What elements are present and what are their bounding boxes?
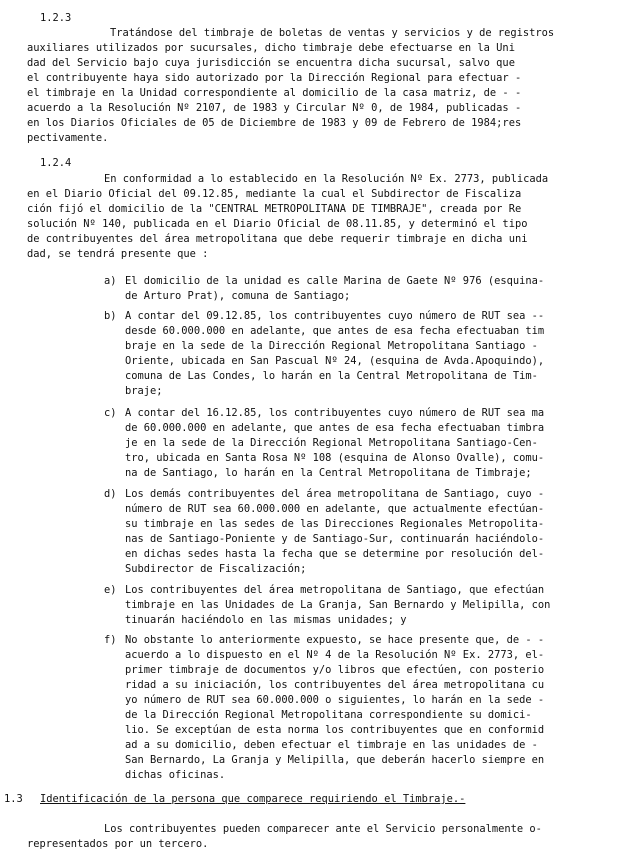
- list-item-line: primer timbraje de documentos y/o libros que efectúen, con posterio: [125, 664, 545, 676]
- list-item-line: lio. Se exceptúan de esta norma los contribuyentes que en conformid: [125, 724, 545, 736]
- list-item-line: El domicilio de la unidad es calle Marina de Gaete Nº 976 (esquina-: [125, 275, 545, 287]
- list-item-label: b): [104, 310, 117, 322]
- list-item-line: A contar del 16.12.85, los contribuyentes cuyo número de RUT sea ma: [125, 407, 545, 419]
- paragraph-1-2-3-line: el timbraje en la Unidad correspondiente al domicilio de la casa matriz, de - -: [27, 87, 522, 99]
- paragraph-1-2-3-line: el contribuyente haya sido autorizado por la Dirección Regional para efectuar -: [27, 72, 522, 84]
- list-item-line: comuna de Las Condes, lo harán en la Central Metropolitana de Tim-: [125, 370, 538, 382]
- list-item-line: ad a su domicilio, deben efectuar el timbraje en las unidades de -: [125, 739, 538, 751]
- list-item-line: na de Santiago, lo harán en la Central Metropolitana de Timbraje;: [125, 467, 532, 479]
- list-item-label: f): [104, 634, 117, 646]
- list-item-label: a): [104, 275, 117, 287]
- list-item-line: braje en la sede de la Dirección Regional Metropolitana Santiago -: [125, 340, 538, 352]
- list-item-line: tinuarán haciéndolo en las mismas unidades; y: [125, 614, 407, 626]
- paragraph-1-2-3-line: acuerdo a la Resolución Nº 2107, de 1983 y Circular Nº 0, de 1984, publicadas -: [27, 102, 522, 114]
- list-item-line: A contar del 09.12.85, los contribuyentes cuyo número de RUT sea --: [125, 310, 545, 322]
- list-item-line: ridad a su iniciación, los contribuyentes del área metropolitana cu: [125, 679, 545, 691]
- paragraph-1-2-3-line: Tratándose del timbraje de boletas de ventas y servicios y de registros: [110, 27, 555, 39]
- list-item-label: c): [104, 407, 117, 419]
- list-item-line: San Bernardo, La Granja y Melipilla, que deberán hacerlo siempre en: [125, 754, 545, 766]
- list-item-line: timbraje en las Unidades de La Granja, San Bernardo y Melipilla, con: [125, 599, 551, 611]
- section-title-1-3: Identificación de la persona que comparece requiriendo el Timbraje.-: [40, 793, 466, 805]
- list-item-line: nas de Santiago-Poniente y de Santiago-Sur, continuarán haciéndolo-: [125, 533, 545, 545]
- paragraph-1-2-4-line: En conformidad a lo establecido en la Resolución Nº Ex. 2773, publicada: [104, 173, 549, 185]
- list-item-line: número de RUT sea 60.000.000 en adelante, que actualmente efectúan-: [125, 503, 545, 515]
- paragraph-1-2-3-line: pectivamente.: [27, 132, 109, 144]
- list-item-line: tro, ubicada en Santa Rosa Nº 108 (esquina de Alonso Ovalle), comu-: [125, 452, 545, 464]
- list-item-label: e): [104, 584, 117, 596]
- list-item-line: No obstante lo anteriormente expuesto, se hace presente que, de - -: [125, 634, 545, 646]
- paragraph-1-2-3-line: en los Diarios Oficiales de 05 de Diciembre de 1983 y 09 de Febrero de 1984;res: [27, 117, 522, 129]
- list-item-line: acuerdo a lo dispuesto en el Nº 4 de la Resolución Nº Ex. 2773, el-: [125, 649, 545, 661]
- list-item-line: de Arturo Prat), comuna de Santiago;: [125, 290, 351, 302]
- list-item-line: dichas oficinas.: [125, 769, 226, 781]
- paragraph-1-2-3-line: dad del Servicio bajo cuya jurisdicción se encuentra dicha sucursal, salvo que: [27, 57, 515, 69]
- list-item-line: Los contribuyentes del área metropolitana de Santiago, que efectúan: [125, 584, 545, 596]
- list-item-line: yo número de RUT sea 60.000.000 o siguientes, lo harán en la sede -: [125, 694, 545, 706]
- paragraph-1-2-4-line: en el Diario Oficial del 09.12.85, mediante la cual el Subdirector de Fiscaliza: [27, 188, 522, 200]
- section-number-1-2-3: 1.2.3: [40, 12, 72, 24]
- list-item-line: su timbraje en las sedes de las Direcciones Regionales Metropolita-: [125, 518, 545, 530]
- list-item-line: Los demás contribuyentes del área metropolitana de Santiago, cuyo -: [125, 488, 545, 500]
- list-item-line: Subdirector de Fiscalización;: [125, 563, 307, 575]
- list-item-line: braje;: [125, 385, 163, 397]
- paragraph-1-2-4-line: solución Nº 140, publicada en el Diario Oficial de 08.11.85, y determinó el tipo: [27, 218, 528, 230]
- list-item-label: d): [104, 488, 117, 500]
- paragraph-1-2-4-line: dad, se tendrá presente que :: [27, 248, 209, 260]
- list-item-line: je en la sede de la Dirección Regional Metropolitana Santiago-Cen-: [125, 437, 538, 449]
- list-item-line: de la Dirección Regional Metropolitana correspondiente su domici-: [125, 709, 532, 721]
- paragraph-1-2-3-line: auxiliares utilizados por sucursales, dicho timbraje debe efectuarse en la Uni: [27, 42, 515, 54]
- section-number-1-2-4: 1.2.4: [40, 157, 72, 169]
- list-item-line: Oriente, ubicada en San Pascual Nº 24, (esquina de Avda.Apoquindo),: [125, 355, 545, 367]
- list-item-line: desde 60.000.000 en adelante, que antes de esa fecha efectuaban tim: [125, 325, 545, 337]
- paragraph-1-3-line: representados por un tercero.: [27, 838, 209, 850]
- list-item-line: de 60.000.000 en adelante, que antes de esa fecha efectuaban timbra: [125, 422, 545, 434]
- section-number-1-3: 1.3: [4, 793, 23, 805]
- paragraph-1-2-4-line: de contribuyentes del área metropolitana que debe requerir timbraje en dicha uni: [27, 233, 528, 245]
- list-item-line: en dichas sedes hasta la fecha que se determine por resolución del-: [125, 548, 545, 560]
- paragraph-1-3-line: Los contribuyentes pueden comparecer ante el Servicio personalmente o-: [104, 823, 542, 835]
- paragraph-1-2-4-line: ción fijó el domicilio de la "CENTRAL METROPOLITANA DE TIMBRAJE", creada por Re: [27, 203, 522, 215]
